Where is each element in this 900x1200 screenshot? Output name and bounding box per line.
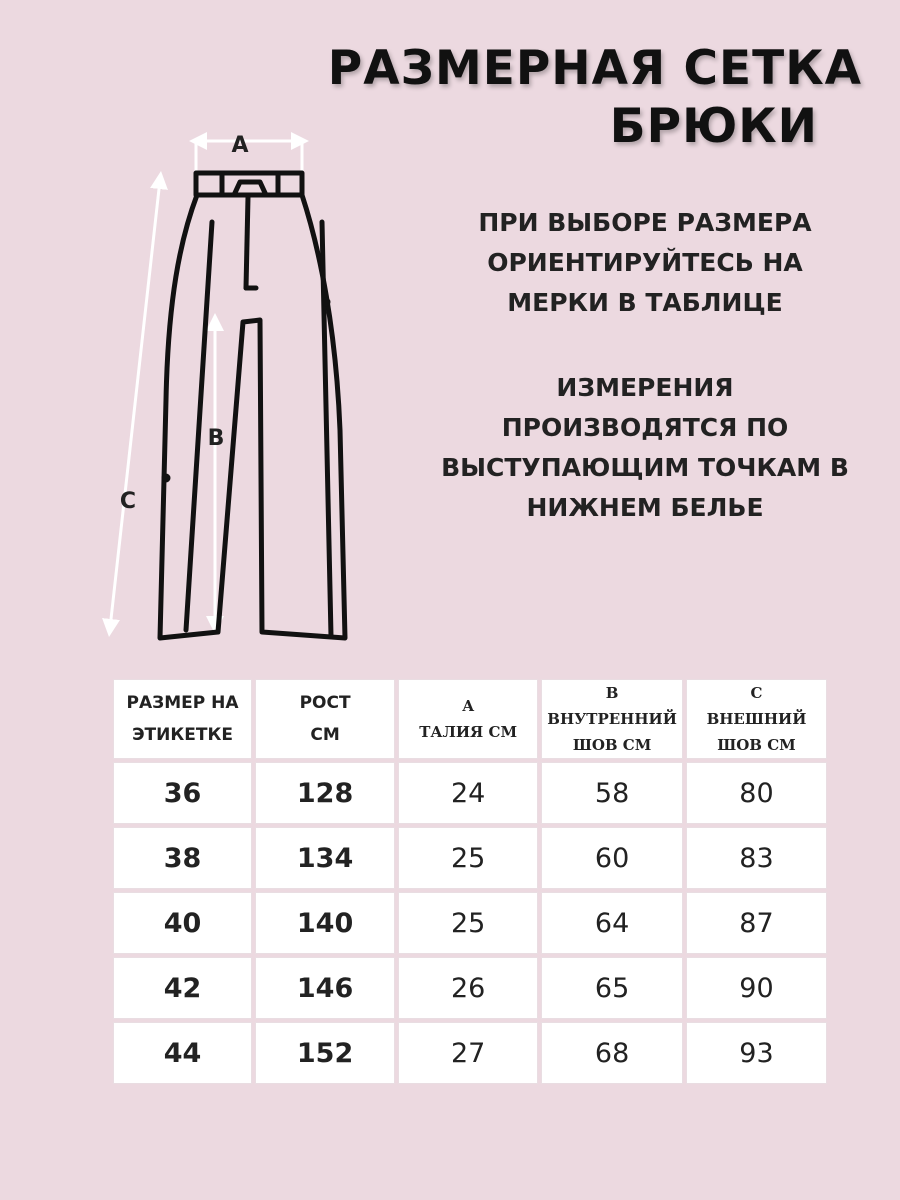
table-row xyxy=(113,762,827,824)
table-header-row xyxy=(113,679,827,759)
cell-height: 146 xyxy=(255,957,395,1019)
table-row xyxy=(113,957,827,1019)
header-inner-line-3: ШОВ СМ xyxy=(572,736,652,754)
note-2-line-4: НИЖНЕМ БЕЛЬЕ xyxy=(526,493,764,522)
cell-outer-seam: 90 xyxy=(686,957,827,1019)
label-c: C xyxy=(119,489,137,514)
cell-size: 38 xyxy=(113,827,252,889)
cell-inner-seam: 60 xyxy=(541,827,683,889)
cell-height: 152 xyxy=(255,1022,395,1084)
size-choice-note xyxy=(410,203,880,323)
outer-seam-arrow xyxy=(110,180,160,628)
note-1-line-2: ОРИЕНТИРУЙТЕСЬ НА xyxy=(487,248,803,277)
header-size xyxy=(113,679,252,759)
header-size-line-2: ЭТИКЕТКЕ xyxy=(132,725,233,745)
label-b: B xyxy=(207,426,225,451)
header-size-line-1: РАЗМЕР НА xyxy=(126,693,239,713)
trousers-outline xyxy=(160,173,345,638)
header-outer-line-2: ВНЕШНИЙ xyxy=(706,710,807,728)
cell-outer-seam: 93 xyxy=(686,1022,827,1084)
header-height xyxy=(255,679,395,759)
note-1-line-3: МЕРКИ В ТАБЛИЦЕ xyxy=(507,288,783,317)
cell-size: 40 xyxy=(113,892,252,954)
cell-inner-seam: 58 xyxy=(541,762,683,824)
cell-outer-seam: 87 xyxy=(686,892,827,954)
header-waist-line-1: A xyxy=(462,697,474,715)
cell-inner-seam: 68 xyxy=(541,1022,683,1084)
header-inner-seam xyxy=(541,679,683,759)
cell-outer-seam: 83 xyxy=(686,827,827,889)
note-1-line-1: ПРИ ВЫБОРЕ РАЗМЕРА xyxy=(478,208,812,237)
cell-waist: 26 xyxy=(398,957,538,1019)
measurement-note xyxy=(410,368,880,528)
cell-inner-seam: 65 xyxy=(541,957,683,1019)
cell-height: 134 xyxy=(255,827,395,889)
label-a: A xyxy=(231,133,249,158)
cell-size: 36 xyxy=(113,762,252,824)
measure-lines xyxy=(110,141,302,628)
cell-height: 140 xyxy=(255,892,395,954)
header-outer-line-3: ШОВ СМ xyxy=(717,736,796,754)
cell-waist: 25 xyxy=(398,892,538,954)
title-line-1: РАЗМЕРНАЯ СЕТКА xyxy=(327,41,862,96)
header-height-line-2: СМ xyxy=(310,725,340,745)
trousers-diagram xyxy=(0,0,400,660)
header-waist-line-2: ТАЛИЯ СМ xyxy=(419,723,518,741)
note-2-line-2: ПРОИЗВОДЯТСЯ ПО xyxy=(501,413,789,442)
cell-inner-seam: 64 xyxy=(541,892,683,954)
title-line-2: БРЮКИ xyxy=(609,99,818,154)
table-row xyxy=(113,827,827,889)
header-outer-seam xyxy=(686,679,827,759)
cell-waist: 27 xyxy=(398,1022,538,1084)
table-row xyxy=(113,892,827,954)
cell-waist: 24 xyxy=(398,762,538,824)
header-outer-line-1: C xyxy=(750,684,763,702)
header-inner-line-1: B xyxy=(605,684,619,702)
note-2-line-3: ВЫСТУПАЮЩИМ ТОЧКАМ В xyxy=(441,453,849,482)
header-height-line-1: РОСТ xyxy=(299,693,351,713)
cell-waist: 25 xyxy=(398,827,538,889)
note-2-line-1: ИЗМЕРЕНИЯ xyxy=(556,373,734,402)
header-waist xyxy=(398,679,538,759)
cell-size: 42 xyxy=(113,957,252,1019)
table-row xyxy=(113,1022,827,1084)
cell-height: 128 xyxy=(255,762,395,824)
cell-outer-seam: 80 xyxy=(686,762,827,824)
header-inner-line-2: ВНУТРЕННИЙ xyxy=(547,710,677,728)
cell-size: 44 xyxy=(113,1022,252,1084)
size-table xyxy=(110,676,830,1087)
